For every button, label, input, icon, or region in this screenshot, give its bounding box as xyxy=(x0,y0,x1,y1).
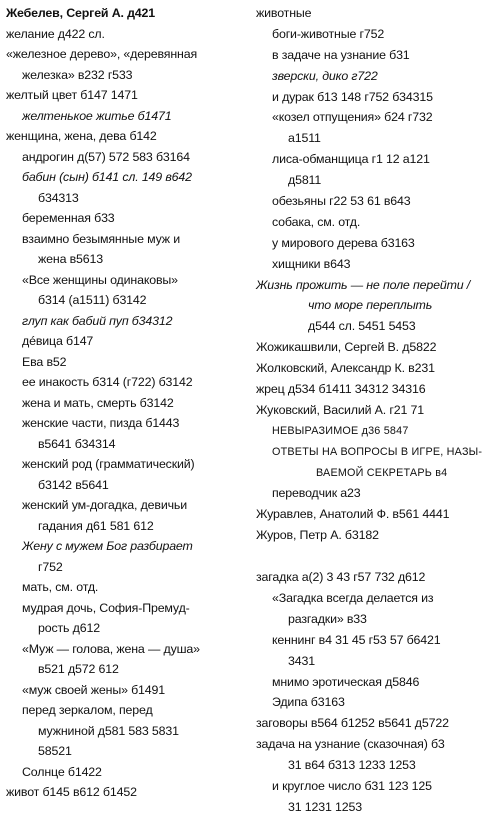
index-entry: переводчик а23 xyxy=(272,486,361,501)
index-entry: желтенькое житье б1471 xyxy=(22,108,172,123)
index-entry: заговоры в564 б1252 в5641 д5722 xyxy=(256,716,449,731)
index-entry: б314 (а1511) б3142 xyxy=(38,293,147,307)
index-entry: железка» в232 г533 xyxy=(22,67,133,82)
index-entry: ее инакость б314 (г722) б3142 xyxy=(22,375,193,389)
index-entry: в521 д572 612 xyxy=(38,662,119,676)
index-entry: мать, см. отд. xyxy=(22,580,99,594)
index-entry: боги-животные г752 xyxy=(272,26,385,41)
index-entry: у мирового дерева б3163 xyxy=(272,235,415,250)
index-entry: Журавлев, Анатолий Ф. в561 4441 xyxy=(256,507,450,522)
index-entry: ВАЕМОЙ СЕКРЕТАРЬ в4 xyxy=(316,466,448,479)
index-entry: загадка а(2) 3 43 г57 732 д612 xyxy=(256,570,426,585)
index-entry: животные xyxy=(256,6,312,20)
index-entry: «Все женщины одинаковы» xyxy=(22,272,178,287)
index-entry: что море переплыть xyxy=(308,298,433,313)
index-entry: жрец д534 б1411 34312 34316 xyxy=(256,382,426,397)
index-column-left xyxy=(6,3,244,803)
index-entry: женские части, пизда б1443 xyxy=(22,416,180,430)
index-entry: д544 сл. 5451 5453 xyxy=(308,319,416,334)
index-entry: перед зеркалом, перед xyxy=(22,703,153,717)
index-entry: кеннинг в4 31 45 г53 57 б6421 xyxy=(272,632,441,647)
index-entry: Солнце б1422 xyxy=(22,764,102,779)
index-entry: мнимо эротическая д5846 xyxy=(272,674,420,689)
index-entry: женщина, жена, дева б142 xyxy=(6,129,157,143)
index-entry: желание д422 сл. xyxy=(6,26,105,41)
index-entry: д5811 xyxy=(288,173,322,188)
index-spacer xyxy=(256,546,478,567)
index-entry: бабин (сын) б141 сл. 149 в642 xyxy=(22,170,192,184)
index-entry: рость д612 xyxy=(38,621,100,635)
index-entry: «козел отпущения» б24 г732 xyxy=(272,110,433,125)
index-entry: Ева в52 xyxy=(22,354,67,369)
index-entry: 58521 xyxy=(38,744,72,758)
index-entry: «муж своей жены» б1491 xyxy=(22,682,166,697)
index-entry: Жебелев, Сергей А. д421 xyxy=(6,6,156,20)
index-entry: мудрая дочь, София-Премуд- xyxy=(22,600,190,615)
index-entry: Журов, Петр А. б3182 xyxy=(256,528,379,543)
index-entry: глуп как бабий пуп б34312 xyxy=(22,313,173,328)
index-entry: задача на узнание (сказочная) б3 xyxy=(256,737,445,752)
index-entry: б3142 в5641 xyxy=(38,477,109,492)
index-entry: и круглое число б31 123 125 xyxy=(272,778,432,793)
index-entry: г752 xyxy=(38,559,63,574)
index-entry: б34313 xyxy=(38,190,79,205)
index-entry: андрогин д(57) 572 583 б3164 xyxy=(22,149,190,164)
index-entry: в5641 б34314 xyxy=(38,436,116,451)
index-entry: Эдипа б3163 xyxy=(272,695,345,710)
index-entry: гадания д61 581 612 xyxy=(38,518,154,533)
index-entry: лиса-обманщица г1 12 а121 xyxy=(272,152,430,167)
index-entry: беременная б33 xyxy=(22,211,115,225)
index-entry: «Муж — голова, жена — душа» xyxy=(22,641,200,656)
index-entry: и дурак б13 148 г752 б34315 xyxy=(272,89,433,104)
index-entry: НЕВЫРАЗИМОЕ д36 5847 xyxy=(272,424,409,437)
index-entry: «железное дерево», «деревянная xyxy=(6,47,198,61)
index-entry: мужниной д581 583 5831 xyxy=(38,723,179,738)
index-entry: собака, см. отд. xyxy=(272,214,361,229)
index-entry: жена и мать, смерть б3142 xyxy=(22,395,174,410)
index-entry: зверски, дико г722 xyxy=(272,68,378,83)
index-entry: «Загадка всегда делается из xyxy=(272,590,434,605)
index-entry: 31 в64 б313 1233 1253 xyxy=(288,758,416,773)
index-entry: жена в5613 xyxy=(38,252,104,266)
index-entry: Жуковский, Василий А. г21 71 xyxy=(256,402,424,417)
index-entry: Жизнь прожить — не поле перейти / xyxy=(256,277,471,292)
index-entry: хищники в643 xyxy=(272,256,351,271)
index-entry: 3431 xyxy=(288,653,315,668)
index-entry: взаимно безымянные муж и xyxy=(22,231,180,246)
index-entry: желтый цвет б147 1471 xyxy=(6,88,138,102)
index-entry: а1511 xyxy=(288,131,321,146)
index-entry: дéвица б147 xyxy=(22,334,94,348)
index-entry: Жену с мужем Бог разбирает xyxy=(22,539,193,553)
index-entry: обезьяны г22 53 61 в643 xyxy=(272,194,411,209)
index-entry: 31 1231 1253 xyxy=(288,799,362,814)
index-entry: ОТВЕТЫ НА ВОПРОСЫ В ИГРЕ, НАЗЫ- xyxy=(272,445,483,458)
index-entry: женский род (грамматический) xyxy=(22,457,195,471)
index-entry: Жожикашвили, Сергей В. д5822 xyxy=(256,340,437,355)
index-entry: живот б145 в612 б1452 xyxy=(6,785,137,799)
index-column-right xyxy=(256,3,483,818)
index-entry: Жолковский, Александр К. в231 xyxy=(256,361,435,376)
index-entry: в задаче на узнание б31 xyxy=(272,47,410,62)
index-entry: разгадки» в33 xyxy=(288,611,367,626)
index-entry: женский ум-догадка, девичьи xyxy=(22,498,187,512)
